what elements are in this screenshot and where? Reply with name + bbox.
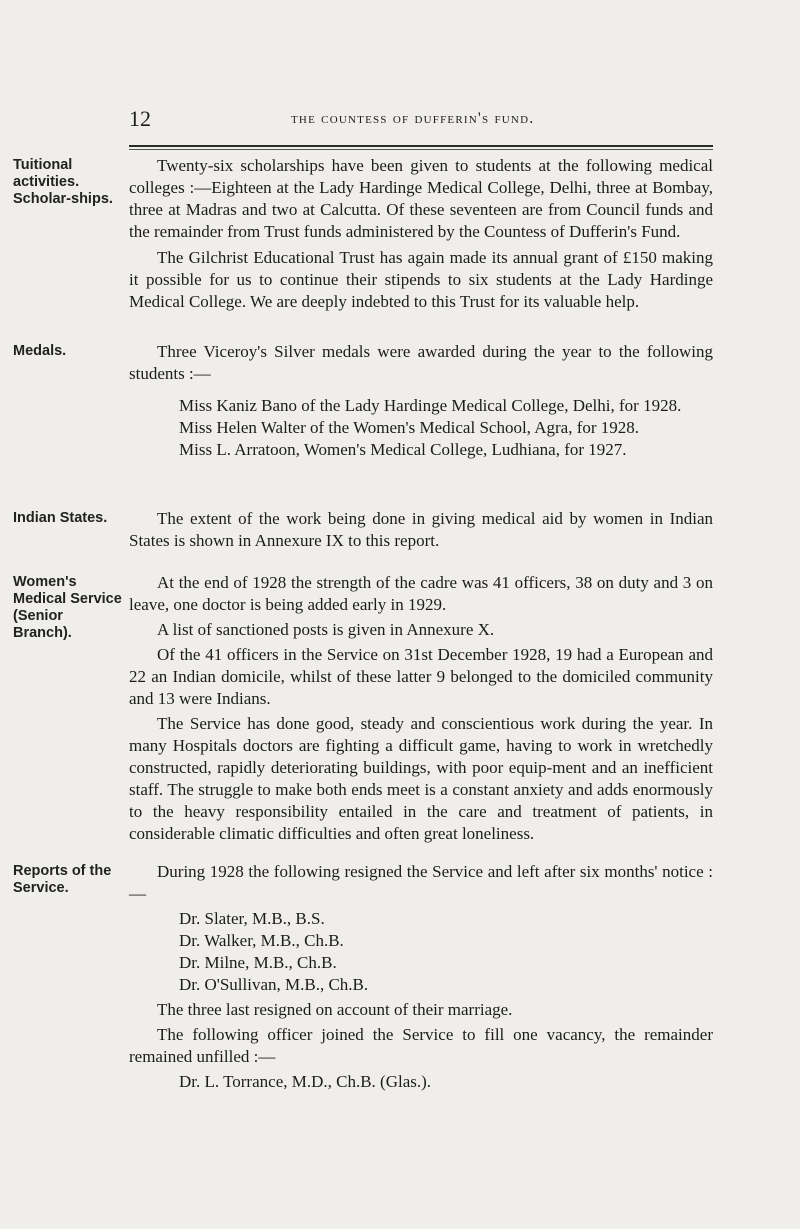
medal-recipient: Miss Helen Walter of the Women's Medical School, Agra, for 1928. (179, 418, 640, 437)
margin-note-tuitional: Tuitional activities. Scholar-ships. (13, 157, 113, 207)
reports-paragraph-2: The three last resigned on account of their marriage. (157, 1000, 513, 1019)
service-paragraph-2: A list of sanctioned posts is given in Annexure X. (157, 620, 495, 639)
scholarships-paragraph-2: The Gilchrist Educational Trust has again made its annual grant of £150 making it possible for us to continue their stipends to six students at the Lady Hardinge Medical College. We are deeply indebted to this Trust for its valuable help. (129, 248, 713, 311)
resigned-officer: Dr. Slater, M.B., B.S. (179, 909, 325, 928)
medals-intro: Three Viceroy's Silver medals were awarded during the year to the following students :— (129, 342, 713, 383)
resigned-officer: Dr. Walker, M.B., Ch.B. (179, 931, 344, 950)
service-paragraph-3: Of the 41 officers in the Service on 31st December 1928, 19 had a European and 22 an Indian domicile, whilst of these latter 9 belonged to the domiciled community and 13 were Indians. (129, 645, 713, 708)
medal-recipient: Miss L. Arratoon, Women's Medical College, Ludhiana, for 1927. (179, 440, 627, 459)
service-paragraph-1: At the end of 1928 the strength of the cadre was 41 officers, 38 on duty and 3 on leave, one doctor is being added early in 1929. (129, 573, 713, 614)
running-title: the countess of dufferin's fund. (291, 110, 535, 127)
margin-note-medals: Medals. (13, 343, 67, 359)
section-medals (129, 341, 713, 461)
header-rule-thin (129, 149, 713, 150)
scholarships-paragraph-1: Twenty-six scholarships have been given to students at the following medical colleges :—Eighteen at the Lady Hardinge Medical College, Delhi, three at Bombay, three at Madras and two at Calcutta. Of these seventeen are from Council funds and the remainder from Trust funds administered by the Countess of Dufferin's Fund. (129, 156, 713, 241)
indian-states-paragraph: The extent of the work being done in giving medical aid by women in Indian States is shown in Annexure IX to this report. (129, 509, 713, 550)
resigned-officer: Dr. Milne, M.B., Ch.B. (179, 953, 337, 972)
header-rule (129, 145, 713, 147)
section-indian-states (129, 508, 713, 552)
margin-note-womens-medical-service: Women's Medical Service (Senior Branch). (13, 574, 122, 641)
section-scholarships (129, 155, 713, 313)
reports-paragraph-3: The following officer joined the Service to fill one vacancy, the remainder remained unfilled :— (129, 1025, 713, 1066)
section-reports (129, 861, 713, 1093)
page-header (0, 101, 800, 131)
margin-note-indian-states: Indian States. (13, 510, 108, 526)
page-number: 12 (129, 106, 151, 131)
joined-officer: Dr. L. Torrance, M.D., Ch.B. (Glas.). (179, 1072, 432, 1091)
reports-paragraph-1: During 1928 the following resigned the Service and left after six months' notice :— (129, 862, 713, 903)
resigned-officer: Dr. O'Sullivan, M.B., Ch.B. (179, 975, 369, 994)
medal-recipient: Miss Kaniz Bano of the Lady Hardinge Medical College, Delhi, for 1928. (179, 396, 682, 415)
margin-note-reports: Reports of the Service. (13, 863, 112, 896)
service-paragraph-4: The Service has done good, steady and conscientious work during the year. In many Hospitals doctors are fighting a difficult game, having to work in wretchedly constructed, rapidly deteriorating buildings, with poor equip-ment and an inefficient staff. The struggle to make both ends meet is a constant anxiety and adds enormously to the heavy responsibility entailed in the care and treatment of patients, in considerable climatic difficulties and often great loneliness. (129, 714, 713, 843)
section-womens-medical-service (129, 572, 713, 845)
